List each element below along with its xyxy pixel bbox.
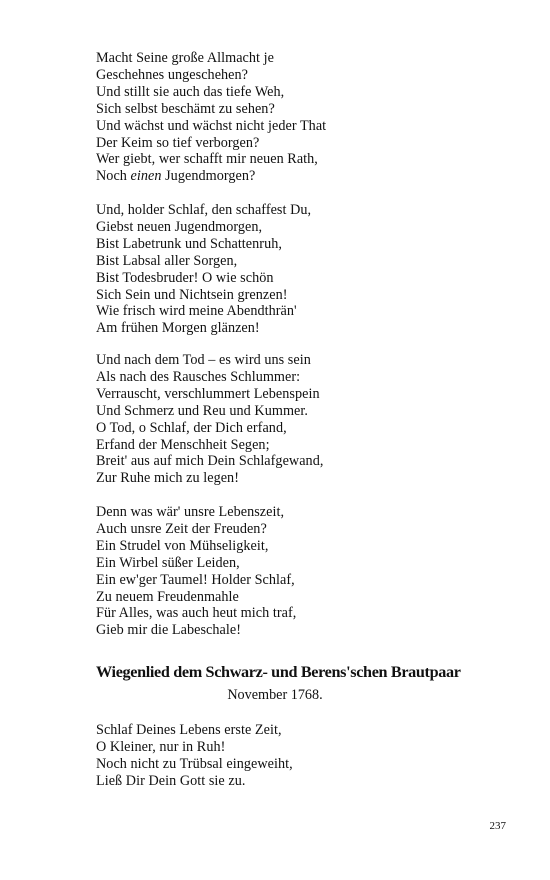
verse-line: Als nach des Rausches Schlummer: — [96, 368, 301, 385]
verse-line: Erfand der Menschheit Segen; — [96, 436, 270, 453]
verse-fragment: Jugendmorgen? — [161, 168, 256, 185]
verse-line: Wie frisch wird meine Abendthrän' — [96, 303, 297, 320]
verse-line: Wer giebt, wer schafft mir neuen Rath, — [96, 151, 318, 168]
verse-line: Bist Labetrunk und Schattenruh, — [96, 235, 282, 252]
verse-line: Denn was wär' unsre Lebenszeit, — [96, 504, 285, 520]
verse-line: Ein Strudel von Mühseligkeit, — [96, 537, 269, 554]
verse-line: Breit' aus auf mich Dein Schlafgewand, — [96, 453, 324, 470]
verse-line: Geschehnes ungeschehen? — [96, 66, 249, 83]
verse-line: Für Alles, was auch heut mich traf, — [96, 605, 297, 622]
stanza-4 — [96, 504, 516, 639]
verse-line: Schlaf Deines Lebens erste Zeit, — [96, 722, 282, 738]
emphasized-word: einen — [130, 168, 162, 185]
verse-line: Sich Sein und Nichtsein grenzen! — [96, 286, 288, 303]
verse-line: Der Keim so tief verborgen? — [96, 134, 260, 151]
verse-line: Noch nicht zu Trübsal eingeweiht, — [96, 755, 293, 772]
stanza-1 — [96, 50, 516, 185]
verse-line: Ein Wirbel süßer Leiden, — [96, 554, 240, 571]
verse-line: Bist Labsal aller Sorgen, — [96, 252, 238, 269]
verse-line: Und nach dem Tod – es wird uns sein — [96, 352, 311, 368]
verse-line: Giebst neuen Jugendmorgen, — [96, 218, 263, 235]
verse-line: Sich selbst beschämt zu sehen? — [96, 100, 275, 117]
verse-line-emphasis — [96, 168, 516, 185]
verse-line: Und, holder Schlaf, den schaffest Du, — [96, 202, 312, 218]
poem-date: November 1768. — [227, 687, 323, 703]
verse-line: Ein ew'ger Taumel! Holder Schlaf, — [96, 571, 295, 588]
stanza-5 — [96, 722, 516, 790]
verse-line: Und Schmerz und Reu und Kummer. — [96, 402, 308, 419]
verse-line: Ließ Dir Dein Gott sie zu. — [96, 772, 246, 789]
verse-line: Zur Ruhe mich zu legen! — [96, 470, 239, 487]
verse-line: Am frühen Morgen glänzen! — [96, 320, 260, 337]
verse-line: Auch unsre Zeit der Freuden? — [96, 520, 267, 537]
stanza-3 — [96, 352, 516, 487]
verse-fragment: Noch — [96, 168, 131, 185]
verse-line: Gieb mir die Labeschale! — [96, 622, 241, 639]
verse-line: Und wächst und wächst nicht jeder That — [96, 117, 327, 134]
poem-title: Wiegenlied dem Schwarz- und Berens'schen Brautpaar — [96, 663, 461, 681]
verse-line: Verrauscht, verschlummert Lebenspein — [96, 385, 320, 402]
verse-line: O Kleiner, nur in Ruh! — [96, 738, 226, 755]
stanza-2 — [96, 202, 516, 337]
verse-line: O Tod, o Schlaf, der Dich erfand, — [96, 419, 287, 436]
verse-line: Macht Seine große Allmacht je — [96, 50, 274, 66]
page-number: 237 — [489, 820, 506, 832]
verse-line: Bist Todesbruder! O wie schön — [96, 269, 274, 286]
verse-line: Und stillt sie auch das tiefe Weh, — [96, 83, 285, 100]
verse-line: Zu neuem Freudenmahle — [96, 588, 239, 605]
